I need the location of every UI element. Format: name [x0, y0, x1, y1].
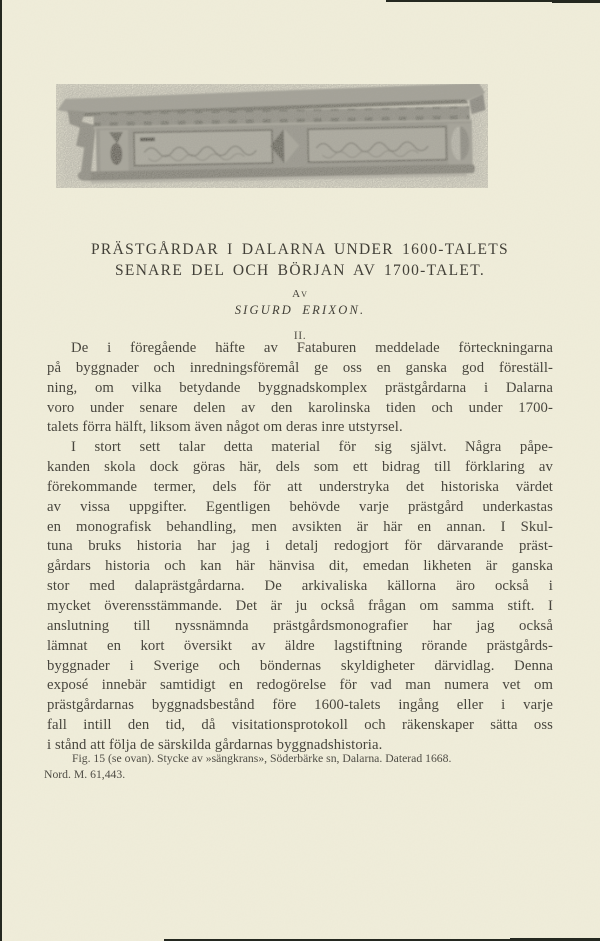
article-heading: [0, 239, 600, 343]
author-name: SIGURD ERIXON.: [234, 303, 366, 317]
body-text: [47, 339, 553, 756]
text-line: tuna bruks historia har jag i detalj redogjort för därvarande präst-: [47, 538, 553, 555]
text-line: kanden skola dock göras här, dels som ett bidrag till förklaring av: [47, 459, 553, 476]
text-line: ning, om vilka betydande byggnadskomplex prästgårdarna i Dalarna: [47, 379, 553, 396]
carved-beam-image: [56, 84, 488, 188]
text-line: exposé innebär samtidigt en redogörelse för vad man numera vet om: [47, 677, 553, 694]
text-line: i stånd att följa de särskilda gårdarnas byggnadshistoria.: [47, 736, 383, 753]
text-line: mycket överensstämmande. Det är ju också frågan om samma stift. I: [47, 597, 553, 614]
text-line: prästgårdarnas byggnadsbestånd före 1600-talets ingång eller i varje: [47, 697, 553, 714]
text-line: gårdars historia och kan här hänvisa dit, emedan likheten är ganska: [47, 558, 553, 575]
paragraph-1: [47, 339, 553, 438]
text-line: av vissa uppgifter. Egentligen behövde varje prästgård underkastas: [47, 498, 553, 515]
scan-edge-left: [0, 0, 2, 941]
text-line: förekommande termer, dels för att understryka det historiska värdet: [47, 478, 553, 495]
article-title-line1: PRÄSTGÅRDAR I DALARNA UNDER 1600-TALETS: [91, 241, 509, 258]
text-line: Fig. 15 (se ovan). Stycke av »sängkrans», Söderbärke sn, Dalarna. Daterad 1668.: [72, 752, 452, 765]
text-line: lämnat en kort översikt av äldre lagstiftning rörande prästgårds-: [47, 637, 553, 654]
text-line: talets förra hälft, liksom även något om deras inre utstyrsel.: [47, 419, 403, 436]
text-line: byggnader i Sverige och böndernas skyldigheter därvidlag. Denna: [47, 657, 553, 674]
text-line: en monografisk behandling, men avsikten är här en annan. I Skul-: [47, 518, 553, 535]
text-line: voro under senare delen av den karolinska tiden och under 1700-: [47, 399, 553, 416]
text-line: I stort sett talar detta material för sig självt. Några påpe-: [71, 439, 553, 456]
text-line: Nord. M. 61,443.: [44, 768, 126, 782]
figure-caption-footnote: [44, 751, 558, 783]
text-line: fall intill den tid, då visitationsprotokoll och räkenskaper sätta oss: [47, 717, 553, 734]
byline-prefix: Av: [292, 288, 308, 300]
paragraph-2: [47, 438, 553, 756]
text-line: stor med dalaprästgårdarna. De arkivaliska källorna äro också i: [47, 578, 553, 595]
article-title-line2: SENARE DEL OCH BÖRJAN AV 1700-TALET.: [115, 262, 485, 279]
text-line: på byggnader och inredningsföremål ge oss en ganska god föreställ-: [47, 359, 553, 376]
text-line: anslutning till nyssnämnda prästgårdsmonografier har jag också: [47, 617, 553, 634]
scan-edge-top-corner: [552, 0, 600, 3]
text-line: De i föregående häfte av Fataburen meddelade förteckningarna: [71, 340, 553, 356]
headpiece-figure: [56, 84, 488, 188]
section-number: II.: [293, 328, 307, 342]
